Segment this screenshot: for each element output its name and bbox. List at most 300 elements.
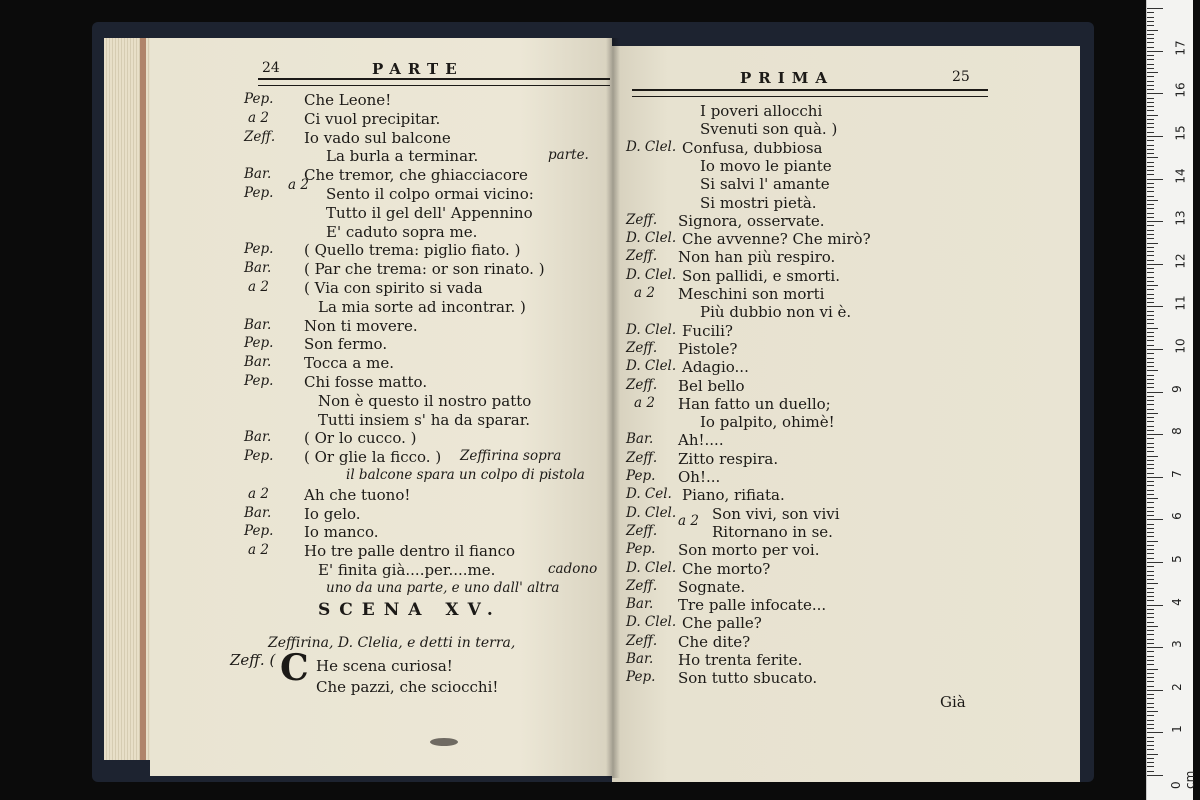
verse-line: Piano, rifiata. — [682, 486, 785, 504]
verse-line: I poveri allocchi — [700, 102, 823, 120]
speaker-label: Zeff. — [626, 212, 658, 228]
book-gutter — [606, 38, 620, 778]
verse-line: Tre palle infocate... — [678, 596, 827, 614]
ruler-tick — [1147, 187, 1154, 188]
left-header-rule — [258, 78, 610, 86]
ruler-tick — [1147, 703, 1154, 704]
ruler-tick — [1147, 30, 1158, 31]
left-page-number: 24 — [262, 60, 280, 76]
speaker-label: Bar. — [244, 505, 272, 521]
stage-direction: parte. — [548, 147, 589, 163]
ruler-tick — [1147, 430, 1154, 431]
ruler-tick — [1147, 596, 1154, 597]
verse-line: Che palle? — [682, 614, 762, 632]
speaker-label: a 2 — [248, 486, 269, 502]
stage-direction: Zeffirina sopra — [460, 448, 562, 464]
ruler-tick — [1147, 289, 1154, 290]
ruler-label: 10 — [1173, 338, 1188, 354]
ruler-tick — [1147, 93, 1163, 94]
ruler-tick — [1147, 247, 1154, 248]
verse-line: Si mostri pietà. — [700, 194, 817, 212]
left-running-head: PARTE — [372, 60, 464, 78]
ruler-tick — [1147, 362, 1154, 363]
speaker-label: Bar. — [244, 260, 272, 276]
ruler-tick — [1147, 741, 1154, 742]
ruler-tick — [1147, 38, 1154, 39]
verse-line: Che Leone! — [304, 91, 392, 109]
verse-line: Son vivi, son vivi — [712, 505, 840, 523]
verse-line: Tocca a me. — [304, 354, 394, 372]
ruler-tick — [1147, 123, 1154, 124]
ruler-tick — [1147, 707, 1154, 708]
ruler-label: 5 — [1169, 555, 1184, 563]
verse-line: Che dite? — [678, 633, 751, 651]
ruler-label: 4 — [1169, 597, 1184, 606]
ruler-tick — [1147, 656, 1154, 657]
ruler-tick — [1147, 196, 1154, 197]
verse-line: Ritornano in se. — [712, 523, 833, 541]
ruler-tick — [1147, 451, 1154, 452]
ruler-tick — [1147, 490, 1154, 491]
ruler-tick — [1147, 715, 1154, 716]
ruler-tick — [1147, 524, 1154, 525]
ruler-tick — [1147, 588, 1154, 589]
verse-line: Io gelo. — [304, 505, 361, 523]
ruler-tick — [1147, 170, 1154, 171]
ruler-tick — [1147, 660, 1154, 661]
ruler-tick — [1147, 230, 1154, 231]
speaker-label: Pep. — [626, 669, 656, 685]
verse-line: Non han più respiro. — [678, 248, 836, 266]
ruler-tick — [1147, 404, 1154, 405]
verse-line: ( Via con spirito si vada — [304, 279, 483, 297]
ruler-tick — [1147, 349, 1163, 350]
ruler-tick — [1147, 136, 1163, 137]
speaker-label: Bar. — [244, 317, 272, 333]
ruler-tick — [1147, 609, 1154, 610]
verse-line: Son fermo. — [304, 335, 388, 353]
ruler-tick — [1147, 553, 1154, 554]
verse-line: Si salvi l' amante — [700, 175, 830, 193]
ruler-tick — [1147, 340, 1154, 341]
ruler-tick — [1147, 191, 1154, 192]
ruler-tick — [1147, 379, 1154, 380]
ruler-tick — [1147, 336, 1154, 337]
ruler-tick — [1147, 443, 1154, 444]
ruler-tick — [1147, 532, 1154, 533]
ruler-tick — [1147, 511, 1154, 512]
ruler-tick — [1147, 102, 1154, 103]
ruler-tick — [1147, 285, 1158, 286]
verse-line: Ah!.... — [678, 431, 724, 449]
ruler-tick — [1147, 221, 1163, 222]
ruler-tick — [1147, 498, 1158, 499]
ruler-tick — [1147, 698, 1154, 699]
ruler-tick — [1147, 392, 1163, 393]
ruler-tick — [1147, 25, 1154, 26]
verse-line: La burla a terminar. — [326, 147, 479, 165]
speaker-label: D. Clel. — [626, 230, 677, 246]
ruler-tick — [1147, 183, 1154, 184]
ruler-tick — [1147, 541, 1158, 542]
ruler-tick — [1147, 64, 1154, 65]
ruler-tick — [1147, 473, 1154, 474]
ruler-tick — [1147, 281, 1154, 282]
measurement-ruler — [1146, 0, 1197, 800]
ruler-label: 11 — [1173, 295, 1188, 312]
ruler-tick — [1147, 502, 1154, 503]
ruler-tick — [1147, 34, 1154, 35]
stage-direction: uno da una parte, e uno dall' altra — [326, 580, 560, 596]
ruler-tick — [1147, 277, 1154, 278]
ruler-tick — [1147, 55, 1154, 56]
verse-line: Sognate. — [678, 578, 746, 596]
speaker-label: Pep. — [244, 185, 274, 201]
ruler-tick — [1147, 47, 1154, 48]
speaker-label: Zeff. — [626, 248, 658, 264]
verse-line: Bel bello — [678, 377, 745, 395]
speaker-label: Zeff. — [626, 523, 658, 539]
ruler-tick — [1147, 421, 1154, 422]
ruler-tick — [1147, 85, 1154, 86]
ruler-tick — [1147, 319, 1154, 320]
verse-line: Che avvenne? Che mirò? — [682, 230, 871, 248]
ruler-label: 9 — [1169, 384, 1184, 393]
ruler-tick — [1147, 396, 1154, 397]
ruler-tick — [1147, 605, 1163, 606]
ruler-tick — [1147, 528, 1154, 529]
ruler-tick — [1147, 724, 1154, 725]
scene-cast: Zeffirina, D. Clelia, e detti in terra, — [268, 635, 516, 651]
ruler-tick — [1147, 127, 1154, 128]
ruler-tick — [1147, 519, 1163, 520]
speaker-label: Zeff. — [626, 340, 658, 356]
ruler-tick — [1147, 119, 1154, 120]
verse-line: ( Quello trema: piglio fiato. ) — [304, 241, 521, 259]
ruler-tick — [1147, 545, 1154, 546]
verse-line: Non ti movere. — [304, 317, 418, 335]
speaker-label: Pep. — [244, 241, 274, 257]
ruler-tick — [1147, 375, 1154, 376]
speaker-label: Bar. — [244, 354, 272, 370]
ruler-tick — [1147, 345, 1154, 346]
verse-line: Che tremor, che ghiacciacore — [304, 166, 528, 184]
ruler-tick — [1147, 409, 1154, 410]
ruler-tick — [1147, 213, 1154, 214]
verse-line: Oh!... — [678, 468, 721, 486]
ruler-tick — [1147, 332, 1154, 333]
speaker-label: a 2 — [248, 542, 269, 558]
scene-title: SCENA XV. — [318, 600, 502, 620]
speaker-label: D. Cel. — [626, 486, 672, 502]
ruler-tick — [1147, 566, 1154, 567]
ruler-tick — [1147, 8, 1163, 9]
right-page-number: 25 — [952, 69, 970, 85]
ruler-tick — [1147, 225, 1154, 226]
ruler-label: 14 — [1173, 167, 1188, 184]
ruler-tick — [1147, 383, 1154, 384]
verse-line: Io vado sul balcone — [304, 129, 451, 147]
ruler-tick — [1147, 315, 1154, 316]
ruler-tick — [1147, 456, 1158, 457]
speaker-label: Pep. — [626, 468, 656, 484]
ruler-tick — [1147, 775, 1163, 776]
verse-line: Non è questo il nostro patto — [318, 392, 532, 410]
ruler-label: 6 — [1169, 512, 1184, 521]
speaker-label: Bar. — [244, 166, 272, 182]
speaker-label: Pep. — [244, 91, 274, 107]
verse-line: E' caduto sopra me. — [326, 223, 478, 241]
ruler-tick — [1147, 626, 1158, 627]
verse-line: Son pallidi, e smorti. — [682, 267, 840, 285]
ruler-tick — [1147, 323, 1154, 324]
verse-line: La mia sorte ad incontrar. ) — [318, 298, 526, 316]
ruler-tick — [1147, 264, 1163, 265]
ruler-tick — [1147, 737, 1154, 738]
ruler-tick — [1147, 720, 1154, 721]
verse-line: Chi fosse matto. — [304, 373, 428, 391]
ruler-tick — [1147, 21, 1154, 22]
ruler-tick — [1147, 468, 1154, 469]
ruler-tick — [1147, 728, 1154, 729]
ruler-tick — [1147, 89, 1154, 90]
ruler-tick — [1147, 571, 1154, 572]
ruler-tick — [1147, 260, 1154, 261]
verse-line: Io movo le piante — [700, 157, 832, 175]
page-edge-stain — [140, 38, 146, 760]
ruler-tick — [1147, 485, 1154, 486]
verse-line: Tutto il gel dell' Appennino — [326, 204, 533, 222]
ruler-tick — [1147, 613, 1154, 614]
verse-line: Pistole? — [678, 340, 738, 358]
ruler-tick — [1147, 426, 1154, 427]
speaker-label: Zeff. — [244, 129, 276, 145]
verse-line: ( Or lo cucco. ) — [304, 429, 417, 447]
ruler-tick — [1147, 17, 1154, 18]
verse-line: Io manco. — [304, 523, 379, 541]
speaker-label: a 2 — [634, 285, 655, 301]
ruler-tick — [1147, 76, 1154, 77]
ruler-tick — [1147, 200, 1158, 201]
ruler-label: 15 — [1173, 125, 1188, 141]
ruler-tick — [1147, 268, 1154, 269]
verse-line: Zitto respira. — [678, 450, 779, 468]
ruler-tick — [1147, 749, 1154, 750]
ruler-tick — [1147, 153, 1154, 154]
ruler-tick — [1147, 166, 1154, 167]
speaker-label: Pep. — [244, 448, 274, 464]
a2-brace-label: a 2 — [678, 513, 699, 529]
ruler-tick — [1147, 400, 1154, 401]
verse-line: E' finita già....per....me. — [318, 561, 496, 579]
ruler-label: 8 — [1169, 427, 1184, 436]
final-line-2: Che pazzi, che sciocchi! — [316, 678, 499, 696]
ruler-tick — [1147, 460, 1154, 461]
speaker-label: Bar. — [244, 429, 272, 445]
verse-line: ( Or glie la ficco. ) — [304, 448, 442, 466]
ruler-tick — [1147, 238, 1154, 239]
ruler-tick — [1147, 677, 1154, 678]
ruler-label: 0 cm — [1169, 770, 1197, 789]
ruler-tick — [1147, 255, 1154, 256]
verse-line: Han fatto un duello; — [678, 395, 831, 413]
speaker-label: a 2 — [248, 110, 269, 126]
a2-brace-label: a 2 — [288, 177, 309, 193]
ruler-tick — [1147, 664, 1154, 665]
speaker-label: Zeff. — [626, 450, 658, 466]
verse-line: Meschini son morti — [678, 285, 825, 303]
verse-line: Tutti insiem s' ha da sparar. — [318, 411, 531, 429]
ruler-tick — [1147, 438, 1154, 439]
ruler-tick — [1147, 766, 1154, 767]
speaker-label: D. Clel. — [626, 505, 677, 521]
ruler-label: 3 — [1169, 640, 1184, 649]
ruler-label: 1 — [1169, 725, 1184, 734]
verse-line: Ci vuol precipitar. — [304, 110, 441, 128]
ruler-tick — [1147, 643, 1154, 644]
verse-line: Fucili? — [682, 322, 733, 340]
ruler-tick — [1147, 370, 1158, 371]
ruler-tick — [1147, 634, 1154, 635]
ruler-tick — [1147, 298, 1154, 299]
page-edges — [104, 38, 154, 760]
speaker-label: Bar. — [626, 651, 654, 667]
verse-line: Io palpito, ohimè! — [700, 413, 835, 431]
ruler-tick — [1147, 51, 1163, 52]
ruler-tick — [1147, 622, 1154, 623]
ruler-label: 2 — [1169, 682, 1184, 691]
ruler-tick — [1147, 579, 1154, 580]
speaker-label: D. Clel. — [626, 322, 677, 338]
ruler-tick — [1147, 217, 1154, 218]
ruler-tick — [1147, 179, 1163, 180]
ruler-label: 7 — [1169, 469, 1184, 478]
speaker-label: Bar. — [626, 431, 654, 447]
ruler-tick — [1147, 515, 1154, 516]
ruler-tick — [1147, 575, 1154, 576]
speaker-label: Zeff. — [626, 578, 658, 594]
speaker-label: Pep. — [244, 335, 274, 351]
speaker-label: Pep. — [244, 523, 274, 539]
verse-line: Signora, osservate. — [678, 212, 825, 230]
ruler-tick — [1147, 72, 1158, 73]
verse-line: Confusa, dubbiosa — [682, 139, 823, 157]
ruler-tick — [1147, 115, 1158, 116]
ornament — [430, 738, 458, 746]
ruler-tick — [1147, 600, 1154, 601]
ruler-tick — [1147, 366, 1154, 367]
ruler-tick — [1147, 243, 1158, 244]
ruler-tick — [1147, 174, 1154, 175]
speaker-label: Bar. — [626, 596, 654, 612]
ruler-tick — [1147, 647, 1163, 648]
right-header-rule — [632, 89, 988, 97]
ruler-tick — [1147, 328, 1158, 329]
ruler-tick — [1147, 481, 1154, 482]
ruler-tick — [1147, 536, 1154, 537]
ruler-tick — [1147, 494, 1154, 495]
speaker-label: a 2 — [248, 279, 269, 295]
ruler-tick — [1147, 673, 1154, 674]
speaker-label: D. Clel. — [626, 560, 677, 576]
ruler-tick — [1147, 758, 1154, 759]
speaker-label: Pep. — [626, 541, 656, 557]
catchword: Già — [940, 693, 966, 711]
ruler-tick — [1147, 68, 1154, 69]
right-running-head: PRIMA — [740, 69, 835, 87]
verse-line: Più dubbio non vi è. — [700, 303, 852, 321]
verse-line: Che morto? — [682, 560, 771, 578]
ruler-tick — [1147, 234, 1154, 235]
speaker-label: D. Clel. — [626, 614, 677, 630]
ruler-tick — [1147, 145, 1154, 146]
ruler-tick — [1147, 686, 1154, 687]
ruler-tick — [1147, 464, 1154, 465]
ruler-label: 12 — [1173, 253, 1188, 269]
ruler-tick — [1147, 204, 1154, 205]
zeff-speaker: Zeff. ( — [230, 651, 276, 669]
verse-line: Sento il colpo ormai vicino: — [326, 185, 534, 203]
ruler-tick — [1147, 59, 1154, 60]
ruler-tick — [1147, 413, 1158, 414]
speaker-label: D. Clel. — [626, 358, 677, 374]
ruler-tick — [1147, 617, 1154, 618]
ruler-tick — [1147, 651, 1154, 652]
stage-direction: il balcone spara un colpo di pistola — [346, 467, 585, 483]
ruler-tick — [1147, 562, 1163, 563]
ruler-tick — [1147, 353, 1154, 354]
ruler-tick — [1147, 754, 1158, 755]
speaker-label: D. Clel. — [626, 267, 677, 283]
ruler-tick — [1147, 294, 1154, 295]
ruler-tick — [1147, 306, 1163, 307]
ruler-tick — [1147, 681, 1154, 682]
verse-line: Son tutto sbucato. — [678, 669, 818, 687]
ruler-tick — [1147, 669, 1158, 670]
ruler-tick — [1147, 639, 1154, 640]
ruler-tick — [1147, 302, 1154, 303]
stage-direction: cadono — [548, 561, 598, 577]
drop-cap: C — [280, 647, 309, 689]
verse-line: ( Par che trema: or son rinato. ) — [304, 260, 545, 278]
ruler-tick — [1147, 630, 1154, 631]
speaker-label: D. Clel. — [626, 139, 677, 155]
verse-line: Ho tre palle dentro il fianco — [304, 542, 516, 560]
ruler-label: 17 — [1173, 40, 1188, 56]
ruler-tick — [1147, 592, 1154, 593]
ruler-tick — [1147, 690, 1163, 691]
ruler-tick — [1147, 711, 1158, 712]
ruler-tick — [1147, 162, 1154, 163]
speaker-label: Zeff. — [626, 377, 658, 393]
ruler-tick — [1147, 140, 1154, 141]
ruler-tick — [1147, 583, 1158, 584]
verse-line: Adagio... — [682, 358, 749, 376]
verse-line: Svenuti son quà. ) — [700, 120, 838, 138]
ruler-tick — [1147, 507, 1154, 508]
ruler-tick — [1147, 110, 1154, 111]
ruler-tick — [1147, 251, 1154, 252]
ruler-tick — [1147, 387, 1154, 388]
ruler-tick — [1147, 434, 1163, 435]
final-line-1: He scena curiosa! — [316, 657, 453, 675]
ruler-tick — [1147, 762, 1154, 763]
speaker-label: a 2 — [634, 395, 655, 411]
ruler-tick — [1147, 732, 1163, 733]
verse-line: Ah che tuono! — [304, 486, 411, 504]
ruler-tick — [1147, 42, 1154, 43]
ruler-tick — [1147, 358, 1154, 359]
